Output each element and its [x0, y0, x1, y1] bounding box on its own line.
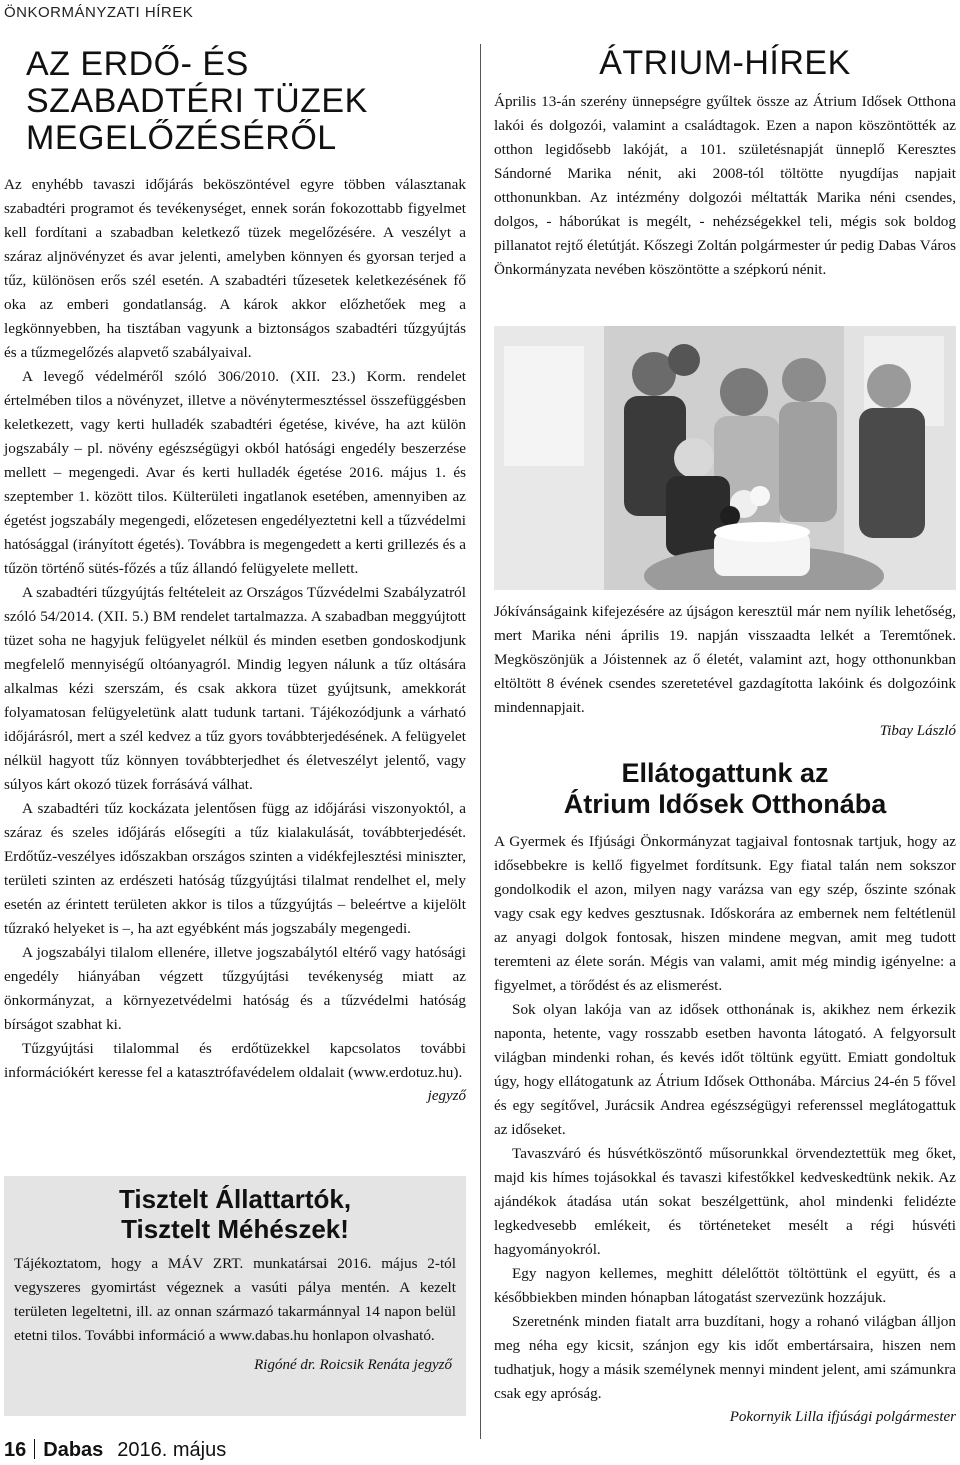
right-continued [494, 600, 956, 1428]
paragraph: A Gyermek és Ifjúsági Önkormányzat tagjaival fontosnak tartjuk, hogy az idősebbekre is kellő figyelmet fordítsunk. Egy fiatal talán nem sokszor gondolkodik el azon, milyen nagy varázsa van egy szép, őszinte szónak vagy csak egy kedves gesztusnak. Időskorára az embernek nem feltétlenül az anyagi dolgok fontosak, hiszen mindene megvan, amit meg tudott teremteni az élete során. Mégis van valami, amit még mindig igényelne: a figyelmet, a törődést és az elismerést. [494, 833, 956, 994]
column-divider [480, 44, 481, 1439]
paragraph: Egy nagyon kellemes, meghitt délelőttöt töltöttünk el együtt, és a későbbiekben minden hónapban látogatást szervezünk hozzájuk. [494, 1265, 956, 1306]
notice-body [4, 1244, 466, 1348]
notice-text: Tájékoztatom, hogy a MÁV ZRT. munkatársai 2016. május 2-tól vegyszeres gyomirtást végeznek a vasúti pálya mentén. A kezelt területen legeltetni, ill. az onnan származó takarmánnyal 14 napon belül etetni tilos. További információ a www.dabas.hu honlapon olvasható. [14, 1255, 456, 1344]
sub-article-title [494, 758, 956, 820]
page-footer [4, 1438, 226, 1462]
paragraph: Tavaszváró és húsvétköszöntő műsorunkkal örvendeztettük meg őket, majd kis hímes tojásokkal és tavaszi kifestőkkel kedveskedtünk nekik. Az ajándékok átadása után sokat beszélgettünk, ahol mindenki felidézte legkedvesebb emlékeit, és történeteket mesélt a régi húsvéti hagyományokról. [494, 1145, 956, 1258]
notice-box [4, 1176, 466, 1416]
paragraph: A szabadtéri tűz kockázata jelentősen függ az időjárási viszonyoktól, a száraz és szeles időjárás elősegíti a tűz kialakulását, továbbterjedését. Erdőtűz-veszélyes időszakban országos szinten a vidékfejlesztési miniszter, területi szinten az erdészeti hatóság tűzgyújtási tilalmat rendelhet el, mely esetén az érintett területen akkor is tilos a tűzgyújtás – beleértve a kijelölt tűzrakó helyeket is –, ha azt egyébként más jogszabály megengedi. [4, 800, 466, 937]
notice-title-line2: Tisztelt Méhészek! [121, 1214, 349, 1244]
left-article [4, 40, 466, 1107]
birthday-photo [494, 326, 956, 590]
photo-illustration [494, 326, 956, 590]
paragraph: Szeretnénk minden fiatalt arra buzdítani, hogy a rohanó világban álljon meg néha egy kicsit, szánjon egy kis időt embertársaira, hiszen nem tudhatjuk, hogy a másik személynek mennyi mindent jelent, ami számunkra csak egy apróság. [494, 1313, 956, 1402]
issue-date: 2016. május [117, 1439, 227, 1461]
article-signature: jegyző [427, 1088, 466, 1104]
notice-title [4, 1176, 466, 1244]
sub-title-line2: Átrium Idősek Otthonába [563, 789, 887, 819]
after-photo-body [494, 600, 956, 720]
page-number: 16 [4, 1439, 27, 1461]
paragraph: Jókívánságaink kifejezésére az újságon keresztül már nem nyílik lehetőség, mert Marika néni április 19. napján visszaadta lelkét a Teremtőnek. Megköszönjük a Jóistennek az ő életét, valamint azt, hogy otthonunkban eltöltött 8 évének csendes szeretetével gazdagította lakóink és dolgozóink mindennapjait. [494, 603, 956, 716]
sub-title-line1: Ellátogattunk az [621, 758, 829, 788]
paragraph: A jogszabályi tilalom ellenére, illetve jogszabálytól eltérő vagy hatósági engedély hiányában végzett tűzgyújtási tevékenység miatt az önkormányzat, a környezetvédelmi hatóság és a tűzvédelmi hatóság bírságot szabhat ki. [4, 944, 466, 1033]
right-title: ÁTRIUM-HÍREK [599, 44, 851, 82]
right-intro [494, 90, 956, 282]
footer-separator [34, 1439, 35, 1459]
paragraph: A szabadtéri tűzgyújtás feltételeit az Országos Tűzvédelmi Szabályzatról szóló 54/2014. (XII. 5.) BM rendelet tartalmazza. A szabadban meggyújtott tüzet soha ne hagyjuk felügyelet nélkül és minden esetben gondoskodjunk megfelelő mennyiségű oltóanyagról. Mindig legyen nálunk a tűz oltására alkalmas kézi szerszám, és csak akkora tüzet gyújtsunk, amekkorát folyamatosan felügyeletünk alatt tudunk tartani. Tájékozódjunk a várható időjárásról, mert a szél kedvez a tűz gyors továbbterjedésének. A felügyelet nélkül hagyott tűz könnyen továbbterjedhet és életveszélyt jelentő, vagy súlyos kárt okozó tüzek forrásává válhat. [4, 584, 466, 793]
paragraph: Tűzgyújtási tilalommal és erdőtüzekkel kapcsolatos további információkért keresse fel a katasztrófavédelem oldalait (www.erdotuz.hu). [4, 1040, 466, 1081]
paragraph: A levegő védelméről szóló 306/2010. (XII. 23.) Korm. rendelet értelmében tilos a növényzet, illetve a növénytermesztéssel összefüggésben keletkezett, vagy kerti hulladék szabadtéri égetése, kivéve, ha azt külön jogszabály – pl. növény egészségügyi okból hatósági engedély beszerzése mellett – megengedi. Avar és kerti hulladék égetése 2016. május 1. és szeptember 1. között tilos. Külterületi ingatlanok esetében, amennyiben az égetést jogszabály megengedi, előzetesen engedélyeztetni kell a tűzvédelmi hatósággal (irányított égetés). Továbbra is megengedett a kerti grillezés és a tűzön történő sütés-főzés a tűz állandó felügyelete mellett. [4, 368, 466, 577]
notice-title-line1: Tisztelt Állattartók, [118, 1184, 352, 1214]
paragraph: Sok olyan lakója van az idősek otthonának is, akikhez nem érkezik naponta, hetente, vagy rosszabb esetben havonta látogató. A felgyorsult világban mindenki rohan, és kevés időt töltünk együtt. Emiatt gondoltuk úgy, hogy ellátogatunk az Átrium Idősek Otthonába. Március 24-én 5 fővel és egy segítővel, Jurácsik Andrea egészségügyi referenssel meglátogattuk az időseket. [494, 1001, 956, 1138]
sub-article-signature: Pokornyik Lilla ifjúsági polgármester [729, 1409, 956, 1425]
after-photo-signature: Tibay László [879, 723, 956, 739]
right-article [494, 40, 956, 282]
article-title: AZ ERDŐ- ÉS SZABADTÉRI TÜZEK MEGELŐZÉSÉRŐL [26, 45, 368, 157]
sub-article-body [494, 830, 956, 1406]
section-tag: ÖNKORMÁNYZATI HÍREK [4, 4, 194, 21]
article-body [4, 173, 466, 1085]
paragraph: Az enyhébb tavaszi időjárás beköszöntével egyre többen választanak szabadtéri programot és tevékenységet, ennek során fokozottabb figyelmet kell fordítani a szabadban keletkező tüzek megelőzésére. A veszélyt a száraz aljnövényzet és avar jelenti, amelyben könnyen és gyorsan terjed a tűz, különösen erős szél esetén. A szabadtéri tűzesetek keletkezésének fő oka az emberi gondatlanság. A károk akkor előzhetőek meg a legkönnyebben, ha tisztában vagyunk a biztonságos szabadtéri tűzgyújtás és a tűzmegelőzés alapvető szabályaival. [4, 176, 466, 361]
paragraph: Április 13-án szerény ünnepségre gyűltek össze az Átrium Idősek Otthona lakói és dolgozói, valamint a családtagok. Ezen a napon köszöntötték az otthon legidősebb lakóját, a 101. születésnapját ünneplő Keresztes Sándorné Marika nénit, aki 2008-tól töltötte nyugdíjas napjait otthonunkban. Az intézmény dolgozói méltatták Marika néni csendes, dolgos, - háborúkat is megélt, - nehézségekkel teli, mégis sok boldog pillanatot rejtő életútját. Kőszegi Zoltán polgármester úr pedig Dabas Város Önkormányzata nevében köszöntötte a szépkorú nénit. [494, 93, 956, 278]
publication-name: Dabas [43, 1439, 104, 1461]
notice-signature: Rigóné dr. Roicsik Renáta jegyző [254, 1357, 452, 1373]
